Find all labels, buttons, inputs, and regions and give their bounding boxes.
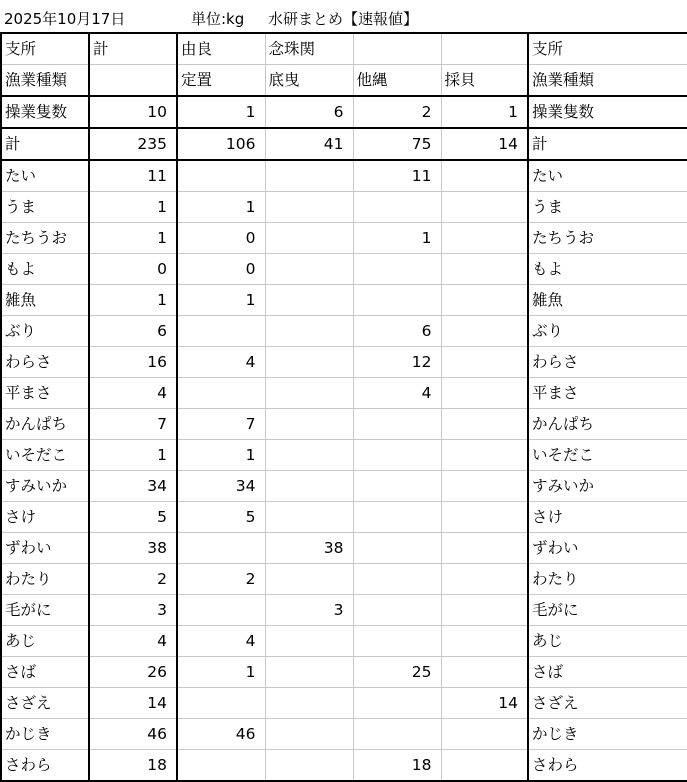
row-label-cell[interactable]: わらさ: [528, 347, 687, 378]
value-cell[interactable]: 46: [177, 719, 265, 750]
species-row: [1, 471, 687, 502]
row-label-cell[interactable]: 毛がに: [1, 595, 89, 626]
value-cell[interactable]: [265, 316, 353, 347]
value-cell[interactable]: [441, 223, 528, 254]
row-label-cell[interactable]: 計: [528, 128, 687, 160]
value-cell[interactable]: [265, 254, 353, 285]
value-cell[interactable]: [353, 626, 441, 657]
species-row: [1, 688, 687, 719]
row-label-cell[interactable]: さけ: [528, 502, 687, 533]
value-cell[interactable]: 2: [89, 564, 177, 595]
value-cell[interactable]: 14: [441, 128, 528, 160]
value-cell[interactable]: 他縄: [353, 65, 441, 97]
value-cell[interactable]: 7: [177, 409, 265, 440]
value-cell[interactable]: [353, 595, 441, 626]
value-cell[interactable]: 14: [441, 688, 528, 719]
value-cell[interactable]: 1: [441, 96, 528, 128]
value-cell[interactable]: [265, 285, 353, 316]
value-cell[interactable]: [353, 33, 441, 65]
value-cell[interactable]: 4: [353, 378, 441, 409]
value-cell[interactable]: [441, 160, 528, 192]
value-cell[interactable]: [353, 285, 441, 316]
value-cell[interactable]: [441, 750, 528, 782]
row-label-cell[interactable]: さば: [1, 657, 89, 688]
row-label-cell[interactable]: たい: [528, 160, 687, 192]
species-row: [1, 285, 687, 316]
row-label-cell[interactable]: 漁業種類: [1, 65, 89, 97]
species-row: [1, 440, 687, 471]
value-cell[interactable]: 41: [265, 128, 353, 160]
row-label-cell[interactable]: 雑魚: [528, 285, 687, 316]
value-cell[interactable]: 底曳: [265, 65, 353, 97]
value-cell[interactable]: 10: [89, 96, 177, 128]
value-cell[interactable]: [177, 378, 265, 409]
value-cell[interactable]: 定置: [177, 65, 265, 97]
row-label-cell[interactable]: たちうお: [528, 223, 687, 254]
catch-summary-table: [0, 32, 687, 782]
species-row: [1, 719, 687, 750]
report-date: 2025年10月17日: [4, 10, 126, 28]
value-cell[interactable]: [177, 316, 265, 347]
value-cell[interactable]: 6: [89, 316, 177, 347]
value-cell[interactable]: [441, 192, 528, 223]
row-label-cell[interactable]: うま: [1, 192, 89, 223]
value-cell[interactable]: [353, 688, 441, 719]
value-cell[interactable]: [265, 347, 353, 378]
row-label-cell[interactable]: 計: [1, 128, 89, 160]
species-row: [1, 347, 687, 378]
value-cell[interactable]: [265, 719, 353, 750]
species-row: [1, 564, 687, 595]
row-label-cell[interactable]: 支所: [528, 33, 687, 65]
value-cell[interactable]: 2: [353, 96, 441, 128]
value-cell[interactable]: [441, 409, 528, 440]
species-row: [1, 657, 687, 688]
row-label-cell[interactable]: うま: [528, 192, 687, 223]
species-row: [1, 160, 687, 192]
value-cell[interactable]: [441, 533, 528, 564]
row-label-cell[interactable]: 操業隻数: [1, 96, 89, 128]
row-label-cell[interactable]: 雑魚: [1, 285, 89, 316]
header-row-fishery: [1, 65, 687, 97]
ops-count-row: [1, 96, 687, 128]
value-cell[interactable]: 16: [89, 347, 177, 378]
value-cell[interactable]: [177, 533, 265, 564]
value-cell[interactable]: [441, 626, 528, 657]
row-label-cell[interactable]: さわら: [1, 750, 89, 782]
value-cell[interactable]: 0: [177, 254, 265, 285]
row-label-cell[interactable]: 平まさ: [528, 378, 687, 409]
value-cell[interactable]: 4: [177, 347, 265, 378]
value-cell[interactable]: [353, 471, 441, 502]
value-cell[interactable]: 1: [177, 96, 265, 128]
sheet-header: [0, 0, 687, 32]
value-cell[interactable]: [441, 347, 528, 378]
row-label-cell[interactable]: ずわい: [1, 533, 89, 564]
row-label-cell[interactable]: 操業隻数: [528, 96, 687, 128]
value-cell[interactable]: [441, 564, 528, 595]
value-cell[interactable]: [177, 750, 265, 782]
value-cell[interactable]: [265, 223, 353, 254]
value-cell[interactable]: 18: [89, 750, 177, 782]
value-cell[interactable]: [177, 688, 265, 719]
value-cell[interactable]: 3: [265, 595, 353, 626]
species-row: [1, 316, 687, 347]
value-cell[interactable]: 11: [353, 160, 441, 192]
value-cell[interactable]: 235: [89, 128, 177, 160]
value-cell[interactable]: 25: [353, 657, 441, 688]
row-label-cell[interactable]: かじき: [528, 719, 687, 750]
value-cell[interactable]: [441, 657, 528, 688]
species-row: [1, 595, 687, 626]
value-cell[interactable]: 106: [177, 128, 265, 160]
value-cell[interactable]: 34: [177, 471, 265, 502]
value-cell[interactable]: 1: [89, 440, 177, 471]
species-row: [1, 533, 687, 564]
value-cell[interactable]: [441, 471, 528, 502]
row-label-cell[interactable]: ぶり: [528, 316, 687, 347]
value-cell[interactable]: 5: [177, 502, 265, 533]
value-cell[interactable]: [353, 564, 441, 595]
row-label-cell[interactable]: たちうお: [1, 223, 89, 254]
value-cell[interactable]: [353, 254, 441, 285]
header-row-branch: [1, 33, 687, 65]
value-cell[interactable]: 由良: [177, 33, 265, 65]
value-cell[interactable]: [265, 160, 353, 192]
value-cell[interactable]: [265, 440, 353, 471]
value-cell[interactable]: [177, 595, 265, 626]
value-cell[interactable]: 1: [89, 223, 177, 254]
value-cell[interactable]: 34: [89, 471, 177, 502]
value-cell[interactable]: 4: [89, 626, 177, 657]
row-label-cell[interactable]: わたり: [1, 564, 89, 595]
value-cell[interactable]: [265, 409, 353, 440]
value-cell[interactable]: 0: [89, 254, 177, 285]
value-cell[interactable]: [441, 33, 528, 65]
value-cell[interactable]: [265, 657, 353, 688]
value-cell[interactable]: 7: [89, 409, 177, 440]
value-cell[interactable]: [265, 471, 353, 502]
value-cell[interactable]: [353, 192, 441, 223]
row-label-cell[interactable]: いそだこ: [1, 440, 89, 471]
total-row: [1, 128, 687, 160]
value-cell[interactable]: [441, 285, 528, 316]
value-cell[interactable]: [177, 160, 265, 192]
value-cell[interactable]: 11: [89, 160, 177, 192]
row-label-cell[interactable]: すみいか: [1, 471, 89, 502]
report-title: 水研まとめ【速報値】: [268, 10, 419, 28]
value-cell[interactable]: [265, 688, 353, 719]
species-row: [1, 750, 687, 782]
value-cell[interactable]: [265, 564, 353, 595]
row-label-cell[interactable]: たい: [1, 160, 89, 192]
row-label-cell[interactable]: さざえ: [528, 688, 687, 719]
row-label-cell[interactable]: 支所: [1, 33, 89, 65]
row-label-cell[interactable]: さわら: [528, 750, 687, 782]
row-label-cell[interactable]: わたり: [528, 564, 687, 595]
unit-label: 単位:kg: [191, 10, 245, 28]
value-cell[interactable]: 1: [177, 192, 265, 223]
value-cell[interactable]: 1: [177, 657, 265, 688]
value-cell[interactable]: [441, 316, 528, 347]
row-label-cell[interactable]: 毛がに: [528, 595, 687, 626]
value-cell[interactable]: 1: [353, 223, 441, 254]
value-cell[interactable]: [265, 750, 353, 782]
value-cell[interactable]: 18: [353, 750, 441, 782]
value-cell[interactable]: 6: [265, 96, 353, 128]
value-cell[interactable]: [265, 192, 353, 223]
row-label-cell[interactable]: さば: [528, 657, 687, 688]
value-cell[interactable]: [353, 502, 441, 533]
value-cell[interactable]: 4: [89, 378, 177, 409]
value-cell[interactable]: [441, 440, 528, 471]
row-label-cell[interactable]: わらさ: [1, 347, 89, 378]
value-cell[interactable]: [441, 254, 528, 285]
row-label-cell[interactable]: かじき: [1, 719, 89, 750]
species-row: [1, 192, 687, 223]
row-label-cell[interactable]: 漁業種類: [528, 65, 687, 97]
value-cell[interactable]: [441, 719, 528, 750]
value-cell[interactable]: 38: [89, 533, 177, 564]
value-cell[interactable]: 14: [89, 688, 177, 719]
value-cell[interactable]: 1: [177, 440, 265, 471]
value-cell[interactable]: [265, 502, 353, 533]
row-label-cell[interactable]: さざえ: [1, 688, 89, 719]
row-label-cell[interactable]: ぶり: [1, 316, 89, 347]
row-label-cell[interactable]: かんぱち: [528, 409, 687, 440]
value-cell[interactable]: [265, 626, 353, 657]
row-label-cell[interactable]: かんぱち: [1, 409, 89, 440]
species-row: [1, 254, 687, 285]
species-row: [1, 378, 687, 409]
value-cell[interactable]: [353, 440, 441, 471]
value-cell[interactable]: 1: [89, 285, 177, 316]
row-label-cell[interactable]: いそだこ: [528, 440, 687, 471]
row-label-cell[interactable]: すみいか: [528, 471, 687, 502]
value-cell[interactable]: 38: [265, 533, 353, 564]
row-label-cell[interactable]: ずわい: [528, 533, 687, 564]
value-cell[interactable]: 1: [89, 192, 177, 223]
row-label-cell[interactable]: さけ: [1, 502, 89, 533]
value-cell[interactable]: 75: [353, 128, 441, 160]
value-cell[interactable]: [265, 378, 353, 409]
row-label-cell[interactable]: もよ: [1, 254, 89, 285]
species-row: [1, 223, 687, 254]
value-cell[interactable]: 採貝: [441, 65, 528, 97]
value-cell[interactable]: [441, 502, 528, 533]
value-cell[interactable]: 5: [89, 502, 177, 533]
value-cell[interactable]: 26: [89, 657, 177, 688]
value-cell[interactable]: 46: [89, 719, 177, 750]
value-cell[interactable]: 12: [353, 347, 441, 378]
row-label-cell[interactable]: もよ: [528, 254, 687, 285]
value-cell[interactable]: 念珠関: [265, 33, 353, 65]
value-cell[interactable]: 0: [177, 223, 265, 254]
value-cell[interactable]: 3: [89, 595, 177, 626]
value-cell[interactable]: 2: [177, 564, 265, 595]
species-row: [1, 409, 687, 440]
value-cell[interactable]: 1: [177, 285, 265, 316]
value-cell[interactable]: [353, 719, 441, 750]
value-cell[interactable]: [89, 65, 177, 97]
row-label-cell[interactable]: あじ: [1, 626, 89, 657]
value-cell[interactable]: [353, 409, 441, 440]
value-cell[interactable]: [441, 378, 528, 409]
row-label-cell[interactable]: 平まさ: [1, 378, 89, 409]
row-label-cell[interactable]: あじ: [528, 626, 687, 657]
species-row: [1, 502, 687, 533]
species-row: [1, 626, 687, 657]
value-cell[interactable]: 計: [89, 33, 177, 65]
value-cell[interactable]: 6: [353, 316, 441, 347]
value-cell[interactable]: 4: [177, 626, 265, 657]
value-cell[interactable]: [441, 595, 528, 626]
value-cell[interactable]: [353, 533, 441, 564]
